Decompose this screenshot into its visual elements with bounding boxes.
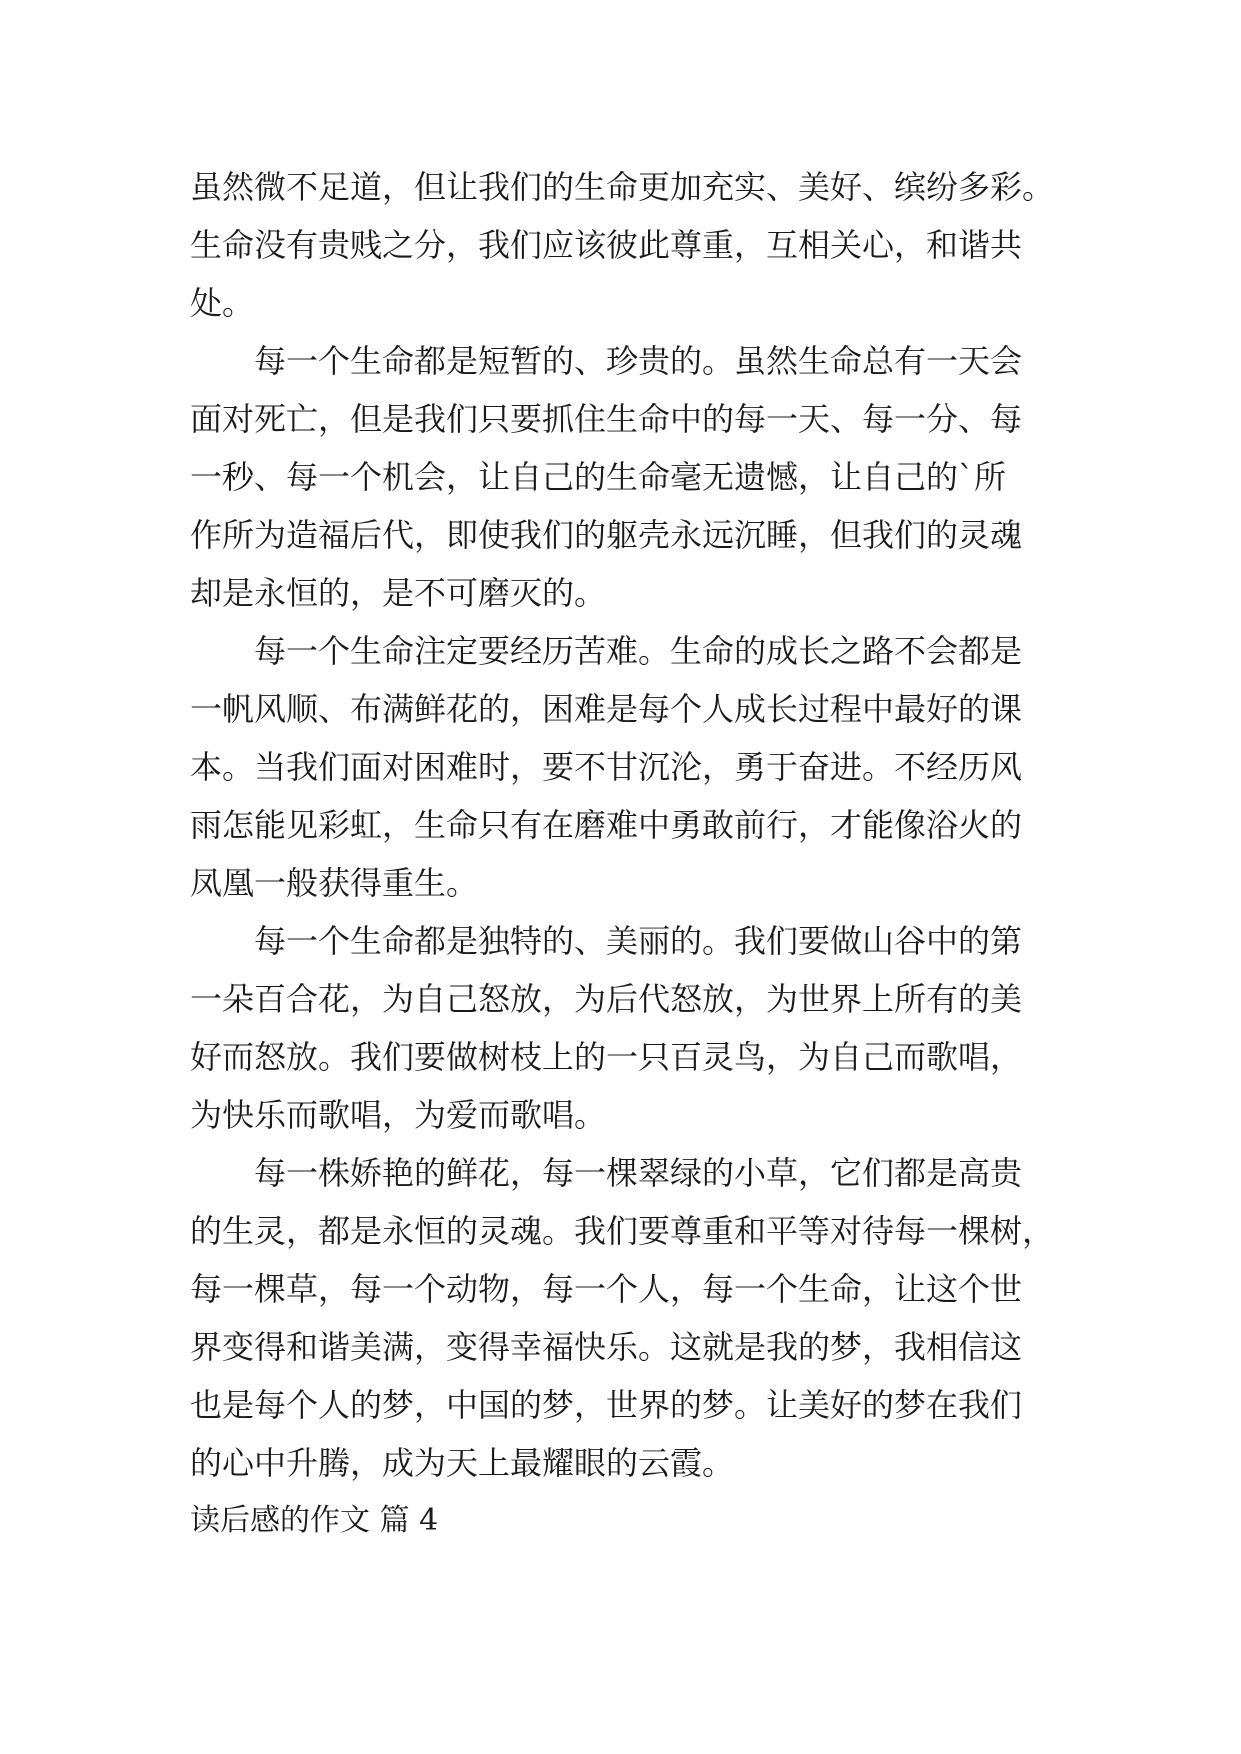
text-line: 的生灵，都是永恒的灵魂。我们要尊重和平等对待每一棵树， [190,1212,1055,1250]
text-line: 一秒、每一个机会，让自己的生命毫无遗憾，让自己的`所 [190,458,1007,496]
text-line: 却是永恒的，是不可磨灭的。 [190,574,607,612]
text-line: 面对死亡，但是我们只要抓住生命中的每一天、每一分、每 [190,400,1023,438]
text-line: 作所为造福后代，即使我们的躯壳永远沉睡，但我们的灵魂 [190,516,1023,554]
text-line: 一帆风顺、布满鲜花的，困难是每个人成长过程中最好的课 [190,690,1023,728]
paragraph-start-line: 每一个生命都是独特的、美丽的。我们要做山谷中的第 [254,922,1023,960]
text-line: 处。 [190,284,255,322]
document-body [190,158,1070,1550]
text-line: 生命没有贵贱之分，我们应该彼此尊重，互相关心，和谐共 [190,226,1023,264]
section-heading: 读后感的作文 篇 4 [190,1503,439,1538]
text-line: 界变得和谐美满，变得幸福快乐。这就是我的梦，我相信这 [190,1328,1023,1366]
text-line: 本。当我们面对困难时，要不甘沉沦，勇于奋进。不经历风 [190,748,1023,786]
text-line: 的心中升腾，成为天上最耀眼的云霞。 [190,1444,735,1482]
text-line: 凤凰一般获得重生。 [190,864,479,902]
paragraph-start-line: 每一个生命注定要经历苦难。生命的成长之路不会都是 [254,632,1023,670]
text-line: 每一棵草，每一个动物，每一个人，每一个生命，让这个世 [190,1270,1023,1308]
text-line: 为快乐而歌唱，为爱而歌唱。 [190,1096,607,1134]
text-line: 雨怎能见彩虹，生命只有在磨难中勇敢前行，才能像浴火的 [190,806,1023,844]
text-line: 虽然微不足道，但让我们的生命更加充实、美好、缤纷多彩。 [190,168,1055,206]
text-line: 好而怒放。我们要做树枝上的一只百灵鸟，为自己而歌唱， [190,1038,1023,1076]
text-line: 也是每个人的梦，中国的梦，世界的梦。让美好的梦在我们 [190,1386,1023,1424]
paragraph-start-line: 每一个生命都是短暂的、珍贵的。虽然生命总有一天会 [254,342,1023,380]
paragraph-start-line: 每一株娇艳的鲜花，每一棵翠绿的小草，它们都是高贵 [254,1154,1023,1192]
text-line: 一朵百合花，为自己怒放，为后代怒放，为世界上所有的美 [190,980,1023,1018]
